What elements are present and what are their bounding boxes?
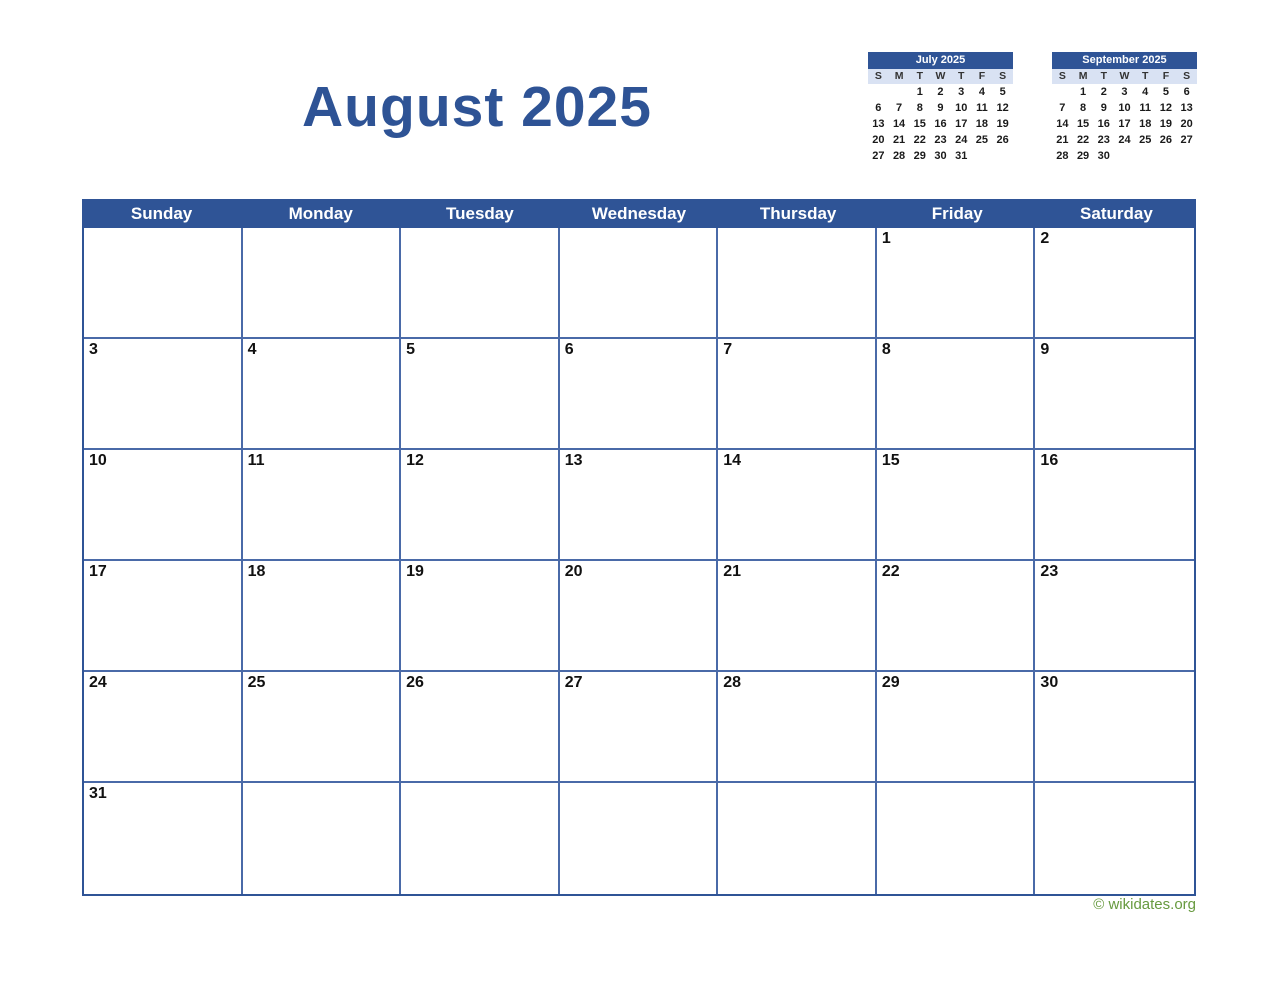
day-cell: 10	[84, 450, 243, 561]
mini-day-number: 10	[1118, 102, 1131, 114]
mini-day-number: 11	[976, 102, 988, 114]
day-cell: 7	[718, 339, 877, 450]
mini-day-number: 21	[1056, 134, 1069, 146]
mini-day-number: 25	[1139, 134, 1152, 146]
mini-day-number: 6	[1183, 86, 1190, 98]
mini-day-number	[1114, 148, 1135, 164]
mini-day-number: 15	[913, 118, 926, 130]
day-cell: 18	[243, 561, 402, 672]
mini-day-number: 5	[1162, 86, 1169, 98]
day-cell: 25	[243, 672, 402, 783]
mini-day-number: 22	[1076, 134, 1090, 146]
mini-weekday-label: F	[978, 70, 986, 82]
weekday-header: Sunday	[130, 204, 193, 223]
mini-weekday-label: M	[1078, 70, 1088, 82]
mini-calendar-july-weekday-row	[868, 69, 1013, 84]
weekday-header: Monday	[288, 204, 353, 223]
day-cell: 31	[84, 783, 243, 894]
day-cell: 3	[84, 339, 243, 450]
mini-weekday-label: F	[1162, 70, 1170, 82]
mini-day-number: 21	[892, 134, 906, 146]
mini-day-number: 31	[955, 150, 968, 162]
day-cell: 21	[718, 561, 877, 672]
day-cell	[243, 783, 402, 894]
mini-day-number: 22	[913, 134, 926, 146]
mini-weekday-label: S	[999, 70, 1007, 82]
mini-day-number	[1176, 148, 1197, 164]
mini-day-number: 9	[1100, 102, 1107, 114]
mini-day-number: 3	[958, 86, 965, 98]
mini-day-number: 16	[934, 118, 947, 130]
day-cell: 14	[718, 450, 877, 561]
mini-day-number: 30	[1097, 150, 1110, 162]
mini-day-number: 26	[996, 134, 1009, 146]
mini-day-number: 1	[916, 86, 923, 98]
mini-day-number: 29	[913, 150, 926, 162]
day-cell: 19	[401, 561, 560, 672]
day-cell: 28	[718, 672, 877, 783]
mini-day-number: 11	[1139, 102, 1152, 114]
mini-day-number: 13	[1180, 102, 1193, 114]
mini-day-number	[972, 148, 993, 164]
day-cell	[401, 783, 560, 894]
mini-day-number: 27	[1180, 134, 1193, 146]
day-cell: 13	[560, 450, 719, 561]
mini-day-number: 13	[872, 118, 885, 130]
day-cell: 6	[560, 339, 719, 450]
mini-day-number: 23	[1097, 134, 1110, 146]
mini-day-number: 14	[1056, 118, 1069, 130]
mini-weekday-label: S	[874, 70, 882, 82]
mini-day-number: 7	[1059, 102, 1066, 114]
day-cell: 23	[1035, 561, 1194, 672]
mini-day-number: 9	[937, 102, 944, 114]
mini-day-number: 8	[1080, 102, 1087, 114]
mini-calendar-september-weekday-row	[1052, 69, 1197, 84]
day-cell: 12	[401, 450, 560, 561]
mini-day-number: 4	[978, 86, 985, 98]
day-cell	[560, 783, 719, 894]
mini-day-number: 27	[872, 150, 885, 162]
month-grid	[82, 228, 1196, 896]
mini-day-number: 8	[916, 102, 923, 114]
day-cell	[401, 228, 560, 339]
day-cell: 30	[1035, 672, 1194, 783]
mini-day-number	[1156, 148, 1177, 164]
mini-weekday-label: T	[957, 70, 965, 82]
mini-day-number	[992, 148, 1013, 164]
mini-weekday-label: W	[935, 70, 946, 82]
mini-day-number: 2	[1100, 86, 1107, 98]
day-cell	[1035, 783, 1194, 894]
weekday-header: Saturday	[1080, 204, 1153, 223]
day-cell: 22	[877, 561, 1036, 672]
mini-day-number: 16	[1097, 118, 1110, 130]
mini-day-number: 5	[999, 86, 1006, 98]
day-cell	[718, 228, 877, 339]
day-cell: 16	[1035, 450, 1194, 561]
mini-day-number: 19	[996, 118, 1009, 130]
day-cell	[84, 228, 243, 339]
mini-weekday-label: T	[1141, 70, 1149, 82]
day-cell: 27	[560, 672, 719, 783]
day-cell: 1	[877, 228, 1036, 339]
day-cell: 2	[1035, 228, 1194, 339]
mini-day-number: 10	[955, 102, 968, 114]
mini-day-number: 6	[875, 102, 882, 114]
day-cell: 29	[877, 672, 1036, 783]
mini-day-number: 20	[1180, 118, 1193, 130]
mini-day-number: 1	[1080, 86, 1087, 98]
weekday-header: Tuesday	[445, 204, 514, 223]
day-cell: 5	[401, 339, 560, 450]
mini-day-number: 7	[896, 102, 903, 114]
day-cell: 17	[84, 561, 243, 672]
mini-day-number: 14	[892, 118, 906, 130]
mini-day-number: 15	[1076, 118, 1090, 130]
weekday-header: Thursday	[759, 204, 837, 223]
mini-day-number	[1052, 84, 1073, 100]
mini-calendar-september[interactable]	[1052, 52, 1197, 164]
mini-day-number: 17	[955, 118, 968, 130]
mini-day-number: 19	[1159, 118, 1173, 130]
mini-weekday-label: T	[1100, 70, 1107, 82]
mini-weekday-label: M	[894, 70, 904, 82]
mini-day-number: 20	[872, 134, 885, 146]
mini-day-number: 26	[1159, 134, 1173, 146]
mini-day-number: 17	[1118, 118, 1131, 130]
day-cell: 20	[560, 561, 719, 672]
mini-day-number: 12	[996, 102, 1009, 114]
mini-day-number: 29	[1076, 150, 1090, 162]
weekday-header: Friday	[931, 204, 983, 223]
page-title: August 2025	[302, 75, 652, 139]
day-cell: 24	[84, 672, 243, 783]
mini-day-number	[889, 84, 910, 100]
weekday-header-row	[82, 199, 1196, 228]
mini-weekday-label: W	[1119, 70, 1130, 82]
mini-calendar-september-days	[1052, 84, 1197, 164]
mini-calendar-july[interactable]	[868, 52, 1013, 164]
day-cell: 4	[243, 339, 402, 450]
mini-weekday-label: S	[1183, 70, 1191, 82]
month-calendar-august	[82, 199, 1196, 896]
mini-day-number: 2	[937, 86, 944, 98]
day-cell: 11	[243, 450, 402, 561]
day-cell	[243, 228, 402, 339]
mini-calendar-september-title[interactable]: September 2025	[1052, 52, 1197, 69]
weekday-header: Wednesday	[591, 204, 687, 223]
day-cell: 8	[877, 339, 1036, 450]
mini-calendar-july-days	[868, 84, 1013, 164]
day-cell	[877, 783, 1036, 894]
mini-day-number: 24	[955, 134, 968, 146]
copyright-link[interactable]: © wikidates.org	[1093, 896, 1196, 913]
day-cell	[560, 228, 719, 339]
mini-day-number: 4	[1142, 86, 1149, 98]
mini-day-number	[1135, 148, 1156, 164]
day-cell: 15	[877, 450, 1036, 561]
day-cell: 9	[1035, 339, 1194, 450]
mini-day-number: 24	[1118, 134, 1131, 146]
mini-calendar-july-title[interactable]: July 2025	[868, 52, 1013, 69]
mini-day-number: 28	[1056, 150, 1069, 162]
mini-day-number: 3	[1121, 86, 1128, 98]
mini-day-number: 28	[892, 150, 906, 162]
mini-day-number: 25	[975, 134, 989, 146]
mini-day-number: 30	[934, 150, 947, 162]
day-cell	[718, 783, 877, 894]
mini-day-number: 18	[1139, 118, 1152, 130]
mini-day-number	[868, 84, 889, 100]
mini-weekday-label: S	[1058, 70, 1066, 82]
mini-day-number: 12	[1159, 102, 1173, 114]
day-cell: 26	[401, 672, 560, 783]
mini-day-number: 18	[975, 118, 989, 130]
mini-weekday-label: T	[916, 70, 923, 82]
mini-day-number: 23	[934, 134, 947, 146]
